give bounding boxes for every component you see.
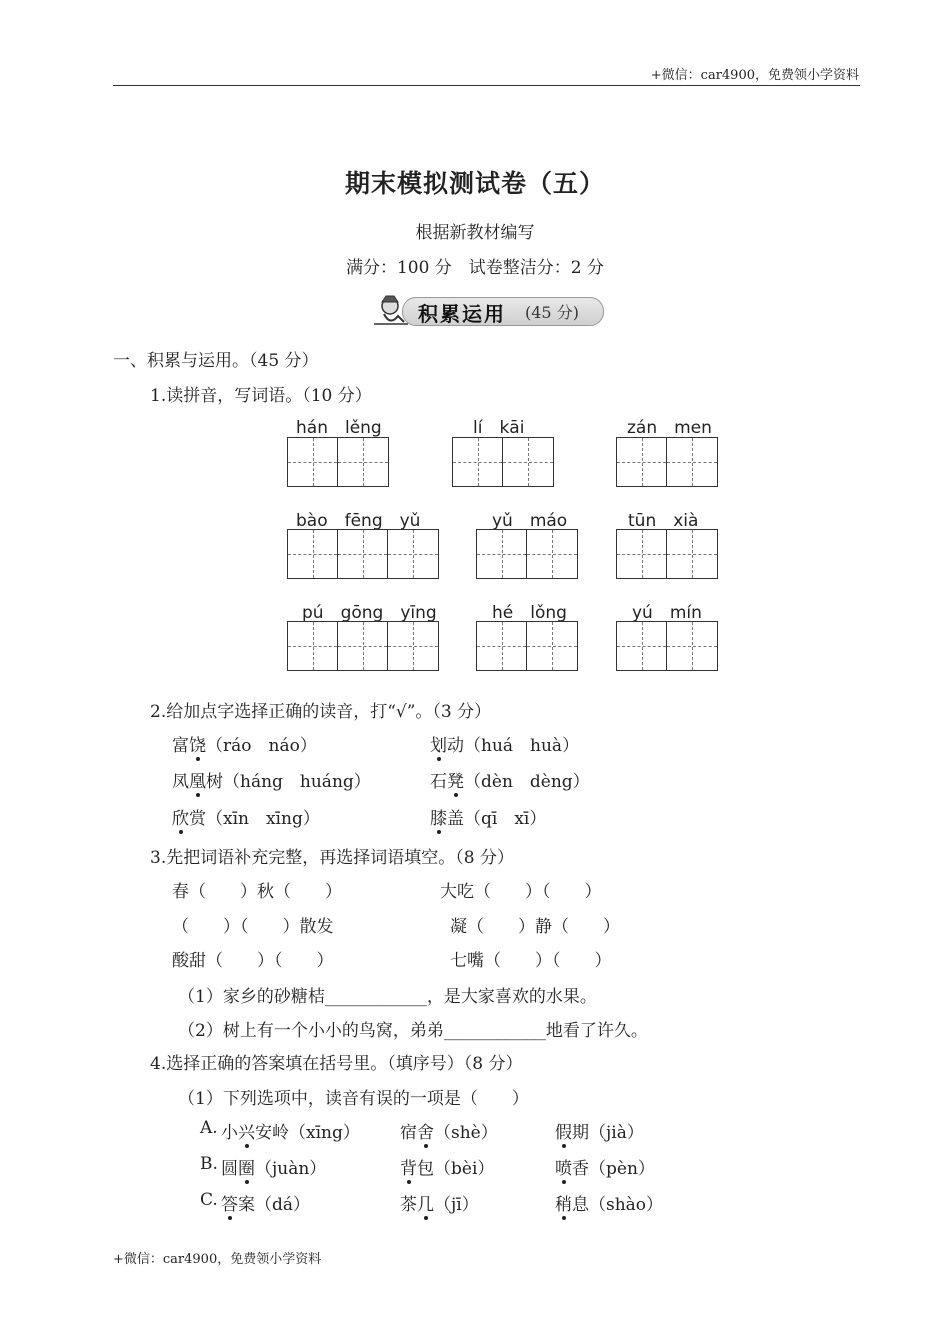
writing-grid[interactable]: [616, 529, 718, 579]
header-rule: [113, 85, 860, 86]
q2-item: 凤凰树（háng huáng）: [172, 767, 371, 792]
header-note: +微信：car4900，免费领小学资料: [650, 68, 859, 83]
writing-grid[interactable]: [452, 437, 554, 487]
option-word: 稍息（shào）: [555, 1190, 663, 1215]
q3-title: 3.先把词语补充完整，再选择词语填空。（8 分）: [150, 848, 514, 868]
option-label: A.: [200, 1118, 218, 1138]
q3-blank-row[interactable]: （ ）（ ）散发: [172, 917, 334, 937]
q3-blank-row[interactable]: 大吃（ ）（ ）: [440, 882, 602, 902]
writing-grid[interactable]: [287, 529, 439, 579]
writing-grid[interactable]: [287, 621, 439, 671]
mascot-icon: [368, 294, 416, 330]
q1-title: 1.读拼音，写词语。（10 分）: [150, 386, 372, 406]
banner-label: 积累运用: [418, 302, 506, 326]
pinyin: pú gōng yīng: [302, 603, 437, 623]
option-word: 答案（dá）: [221, 1190, 310, 1215]
option-word: 圆圈（juàn）: [221, 1154, 326, 1179]
q3-sentence-1[interactable]: （1）家乡的砂糖桔____________，是大家喜欢的水果。: [178, 987, 597, 1007]
option-label: C.: [200, 1190, 218, 1210]
option-label: B.: [200, 1154, 218, 1174]
q3-blank-row[interactable]: 七嘴（ ）（ ）: [450, 951, 612, 971]
pinyin: yú mín: [632, 603, 702, 623]
writing-grid[interactable]: [287, 437, 389, 487]
q3-blank-row[interactable]: 凝（ ）静（ ）: [450, 917, 620, 937]
q2-item: 富饶（ráo náo）: [172, 731, 317, 756]
q2-item: 欣赏（xīn xīng）: [172, 804, 320, 829]
option-word: 假期（jià）: [555, 1118, 644, 1143]
option-word: 宿舍（shè）: [400, 1118, 498, 1143]
q2-title: 2.给加点字选择正确的读音，打“√”。（3 分）: [150, 702, 492, 722]
footer-note: +微信：car4900，免费领小学资料: [113, 1252, 322, 1267]
writing-grid[interactable]: [616, 621, 718, 671]
q4-sub1[interactable]: （1）下列选项中，读音有误的一项是（ ）: [178, 1089, 529, 1109]
pinyin: hé lǒng: [492, 603, 567, 623]
option-word: 背包（bèi）: [400, 1154, 494, 1179]
q2-item: 膝盖（qī xī）: [430, 804, 546, 829]
pinyin: tūn xià: [628, 511, 699, 531]
pinyin: hán lěng: [296, 418, 382, 438]
option-word: 小兴安岭（xīng）: [221, 1118, 360, 1143]
writing-grid[interactable]: [476, 621, 578, 671]
section-heading: 一、积累与运用。（45 分）: [113, 351, 319, 371]
score-line: 满分：100 分 试卷整洁分：2 分: [345, 258, 605, 278]
pinyin: bào fēng yǔ: [296, 511, 421, 531]
q3-sentence-2[interactable]: （2）树上有一个小小的鸟窝，弟弟____________地看了许久。: [178, 1021, 648, 1041]
writing-grid[interactable]: [476, 529, 578, 579]
q3-blank-row[interactable]: 春（ ）秋（ ）: [172, 882, 342, 902]
option-word: 喷香（pèn）: [555, 1154, 655, 1179]
section-banner: [368, 294, 604, 328]
q4-title: 4.选择正确的答案填在括号里。（填序号）（8 分）: [150, 1054, 523, 1074]
pinyin: lí kāi: [473, 418, 525, 438]
q2-item: 划动（huá huà）: [430, 731, 579, 756]
page-title: 期末模拟测试卷（五）: [344, 169, 605, 198]
pinyin: yǔ máo: [492, 511, 568, 531]
subtitle: 根据新教材编写: [415, 223, 535, 243]
option-word: 茶几（jī）: [400, 1190, 479, 1215]
q3-blank-row[interactable]: 酸甜（ ）（ ）: [172, 951, 334, 971]
q2-item: 石凳（dèn dèng）: [430, 767, 590, 792]
banner-score: (45 分): [525, 303, 579, 322]
pinyin: zán men: [627, 418, 712, 438]
writing-grid[interactable]: [616, 437, 718, 487]
